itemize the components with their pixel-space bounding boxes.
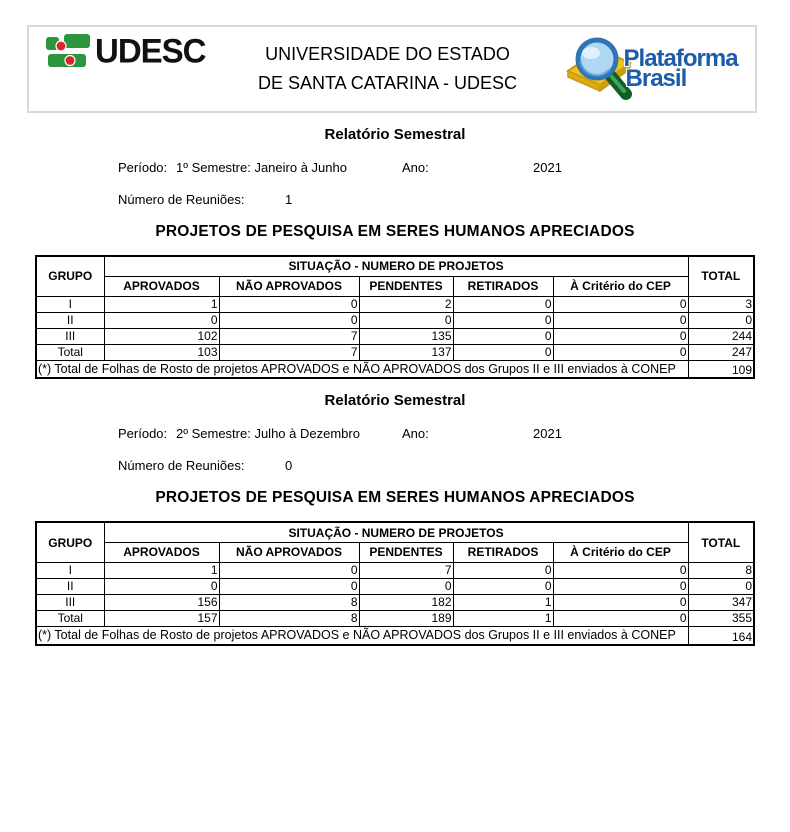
col-header-criterio-cep: À Critério do CEP <box>553 542 688 562</box>
cell-criterio-cep: 0 <box>553 312 688 328</box>
reunioes-value: 1 <box>285 192 293 207</box>
cell-grupo: I <box>36 296 104 312</box>
page-header <box>27 25 757 113</box>
cell-retirados: 1 <box>453 594 553 610</box>
reunioes-label: Número de Reuniões: <box>118 458 245 474</box>
cell-aprovados: 0 <box>104 578 219 594</box>
table-title: PROJETOS DE PESQUISA EM SERES HUMANOS APRECIADOS <box>155 223 635 240</box>
university-name <box>228 40 548 98</box>
cell-retirados: 0 <box>453 296 553 312</box>
cell-total: 0 <box>688 578 754 594</box>
col-header-pendentes: PENDENTES <box>359 542 453 562</box>
cell-retirados: 0 <box>453 344 553 360</box>
table-row <box>36 594 754 610</box>
cell-aprovados: 102 <box>104 328 219 344</box>
cell-aprovados: 0 <box>104 312 219 328</box>
projects-table-2 <box>35 521 755 645</box>
udesc-logo <box>45 30 206 80</box>
col-header-grupo: GRUPO <box>36 522 104 562</box>
cell-aprovados: 156 <box>104 594 219 610</box>
cell-retirados: 0 <box>453 578 553 594</box>
cell-grupo: II <box>36 312 104 328</box>
cell-nao-aprovados: 7 <box>219 344 359 360</box>
table-footer-row <box>36 360 754 378</box>
section-heading: Relatório Semestral <box>324 392 466 410</box>
footer-value: 164 <box>688 626 754 644</box>
cell-retirados: 1 <box>453 610 553 626</box>
col-header-situacao: SITUAÇÃO - NUMERO DE PROJETOS <box>104 522 688 542</box>
section-heading: Relatório Semestral <box>324 126 466 143</box>
cell-grupo: III <box>36 328 104 344</box>
cell-nao-aprovados: 0 <box>219 562 359 578</box>
table-row <box>36 328 754 344</box>
reunioes-label: Número de Reuniões: <box>118 192 245 207</box>
periodo-label: Período: <box>118 160 168 175</box>
cell-nao-aprovados: 0 <box>219 312 359 328</box>
cell-criterio-cep: 0 <box>553 578 688 594</box>
col-header-pendentes: PENDENTES <box>359 276 453 296</box>
cell-pendentes: 135 <box>359 328 453 344</box>
table-title: PROJETOS DE PESQUISA EM SERES HUMANOS APRECIADOS <box>155 489 635 507</box>
col-header-total: TOTAL <box>688 522 754 562</box>
plataforma-word2: Brasil <box>625 65 687 92</box>
cell-total: 3 <box>688 296 754 312</box>
udesc-mark-icon <box>45 33 91 80</box>
periodo-row <box>118 426 790 441</box>
col-header-criterio-cep: À Critério do CEP <box>553 276 688 296</box>
cell-grupo: Total <box>36 610 104 626</box>
cell-criterio-cep: 0 <box>553 296 688 312</box>
reunioes-value: 0 <box>285 458 293 474</box>
table-row <box>36 296 754 312</box>
footer-note: (*) Total de Folhas de Rosto de projetos APROVADOS e NÃO APROVADOS dos Grupos II e III enviados à CONEP <box>36 360 688 378</box>
table-footer-row <box>36 626 754 644</box>
cell-aprovados: 157 <box>104 610 219 626</box>
col-header-nao-aprovados: NÃO APROVADOS <box>219 542 359 562</box>
reunioes-row <box>118 192 790 207</box>
cell-retirados: 0 <box>453 562 553 578</box>
col-header-nao-aprovados: NÃO APROVADOS <box>219 276 359 296</box>
periodo-value: 2º Semestre: Julho à Dezembro <box>176 426 360 442</box>
cell-criterio-cep: 0 <box>553 328 688 344</box>
cell-aprovados: 1 <box>104 562 219 578</box>
cell-retirados: 0 <box>453 328 553 344</box>
ano-value: 2021 <box>533 426 562 442</box>
university-name-line1: UNIVERSIDADE DO ESTADO <box>265 44 510 65</box>
ano-label: Ano: <box>402 426 429 442</box>
periodo-label: Período: <box>118 426 168 442</box>
periodo-value: 1º Semestre: Janeiro à Junho <box>176 160 347 175</box>
table-row-total <box>36 344 754 360</box>
cell-pendentes: 0 <box>359 312 453 328</box>
table-row <box>36 578 754 594</box>
university-name-line2: DE SANTA CATARINA - UDESC <box>258 73 518 93</box>
cell-grupo: Total <box>36 344 104 360</box>
col-header-retirados: RETIRADOS <box>453 542 553 562</box>
cell-nao-aprovados: 7 <box>219 328 359 344</box>
cell-pendentes: 2 <box>359 296 453 312</box>
cell-total: 0 <box>688 312 754 328</box>
cell-criterio-cep: 0 <box>553 610 688 626</box>
cell-retirados: 0 <box>453 312 553 328</box>
cell-grupo: I <box>36 562 104 578</box>
cell-aprovados: 103 <box>104 344 219 360</box>
plataforma-brasil-logo <box>560 31 738 108</box>
col-header-grupo: GRUPO <box>36 256 104 296</box>
ano-label: Ano: <box>402 160 429 175</box>
ano-value: 2021 <box>533 160 562 175</box>
plataforma-wordmark <box>623 45 738 92</box>
cell-pendentes: 182 <box>359 594 453 610</box>
cell-total: 8 <box>688 562 754 578</box>
cell-aprovados: 1 <box>104 296 219 312</box>
col-header-situacao: SITUAÇÃO - NUMERO DE PROJETOS <box>104 256 688 276</box>
cell-criterio-cep: 0 <box>553 594 688 610</box>
cell-total: 244 <box>688 328 754 344</box>
footer-value: 109 <box>688 360 754 378</box>
projects-table-1 <box>35 255 755 379</box>
cell-nao-aprovados: 0 <box>219 578 359 594</box>
col-header-total: TOTAL <box>688 256 754 296</box>
cell-total: 247 <box>688 344 754 360</box>
periodo-row <box>118 160 790 175</box>
cell-pendentes: 7 <box>359 562 453 578</box>
col-header-aprovados: APROVADOS <box>104 276 219 296</box>
plataforma-word1: Plataforma <box>623 45 738 73</box>
report-section-2 <box>0 392 790 645</box>
cell-total: 355 <box>688 610 754 626</box>
table-row-total <box>36 610 754 626</box>
cell-pendentes: 0 <box>359 578 453 594</box>
col-header-retirados: RETIRADOS <box>453 276 553 296</box>
cell-grupo: III <box>36 594 104 610</box>
cell-nao-aprovados: 8 <box>219 610 359 626</box>
cell-grupo: II <box>36 578 104 594</box>
cell-criterio-cep: 0 <box>553 344 688 360</box>
report-section-1 <box>0 126 790 379</box>
table-row <box>36 312 754 328</box>
cell-nao-aprovados: 8 <box>219 594 359 610</box>
reunioes-row <box>118 458 790 473</box>
col-header-aprovados: APROVADOS <box>104 542 219 562</box>
cell-pendentes: 189 <box>359 610 453 626</box>
udesc-wordmark: UDESC <box>95 30 206 70</box>
table-row <box>36 562 754 578</box>
cell-nao-aprovados: 0 <box>219 296 359 312</box>
cell-total: 347 <box>688 594 754 610</box>
footer-note: (*) Total de Folhas de Rosto de projetos APROVADOS e NÃO APROVADOS dos Grupos II e III enviados à CONEP <box>36 626 688 644</box>
cell-pendentes: 137 <box>359 344 453 360</box>
cell-criterio-cep: 0 <box>553 562 688 578</box>
